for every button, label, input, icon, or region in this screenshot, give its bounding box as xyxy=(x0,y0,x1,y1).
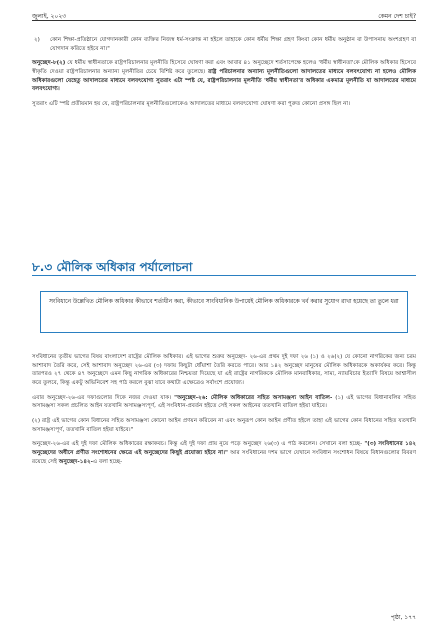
section-divider xyxy=(32,275,416,276)
body-content xyxy=(32,353,416,472)
paragraph-article-26 xyxy=(32,394,416,411)
paragraph-bold-text: "অনুচ্ছেদ-২৬: মৌলিক অধিকারের সহিত অসামঞ্জস্য আইন বাতিল- xyxy=(174,394,333,401)
article-142-ref: অনুচ্ছেদ-১৪২- xyxy=(58,458,93,465)
paragraph-bold-text: "(৩) সংবিধানের ১৪২ অনুচ্ছেদের অধীনে প্রণীত সংশোধনের ক্ষেত্রে এই অনুচ্ছেদের কিছুই প্রযোজ্য হইবে না।" xyxy=(32,441,416,456)
paragraph-clause-2: (২) রাষ্ট্র এই ভাগের কোন বিধানের সহিত অসামঞ্জস্য কোনো আইন প্রণয়ন করিবেন না এবং অনুরূপ কোন আইন প্রণীত হইলে তাহা এই ভাগের কোন বিধানের সহিত যতখানি অসামঞ্জস্যপূর্ণ, ততখানি বাতিল হইয়া যাইবে।" xyxy=(32,417,416,433)
callout-text: সংবিধানে উল্লেখিত মৌলিক অধিকার কীভাবে শর্তাধীন করা, কীভাবে সাংবিধানিক উপায়েই মৌলিক অধিকারকে খর্ব করার সুযোগ রাখা হয়েছে তা তুলে ধরা xyxy=(49,299,399,305)
section-title: ৮.৩ মৌলিক অধিকার পর্যালোচনা xyxy=(32,260,193,274)
paragraph-article-8 xyxy=(32,59,416,94)
paragraph-intro: সংবিধানের তৃতীয় ভাগের বিষয় বাংলাদেশ রাষ্ট্রের মৌলিক অধিকার। এই ভাগের শুরুর অনুচ্ছেদ- ২৬-এর প্রথম দুই দফা ২৬ (১) ও ২৬(২) যে কোনো নাগরিকের জন্য চরম আশাবাদ তৈরি করে, সেই আশাবাদ অনুচ্ছেদ ২৬-এর (৩) দফায় কিছুটা ধোঁয়াশা তৈরি করতে পারে। আর ১৪২ অনুচ্ছেদ মানুষের মৌলিক অধিকারকে অকার্যকর করে। কিন্তু তারপরও ২৭ থেকে ৪৭ অনুচ্ছেদে এমন কিছু নাগরিক অধিকারের নিশ্চয়তা দিয়েছে যা এই রাষ্ট্রের নাগরিককে মৌলিক মানবাধিকার, সাম্য, ন্যায়বিচার ইত্যাদি বিষয়ে আশ্বাসীল করে তুলবে, কিন্তু একটু অভিনিবেশ সহ পাঠ করলে বুঝা যাবে কথাটা এক্ষেত্রেও সর্বাংশে প্রযোজ্য। xyxy=(32,354,416,386)
list-number: ২) xyxy=(34,37,40,43)
header-title: কেমন দেশ চাই? xyxy=(378,13,416,20)
paragraph-conclusion: সুতরাং এটি স্পষ্ট প্রতীয়মান হয় যে, রাষ্ট্রপরিচালনার মূলনীতিগুলোকেও আদালতের মাধ্যমে বলবৎযোগ্য ঘোষণা করা পুরুত কোনো প্রসঙ্গ ছিল না। xyxy=(32,100,351,107)
paragraph-clause-3 xyxy=(32,440,416,466)
article-lead: অনুচ্ছেদ-৮(২) xyxy=(32,60,66,67)
list-item-2 xyxy=(32,36,416,53)
callout-box xyxy=(40,291,408,333)
list-text: কোন শিক্ষা-প্রতিষ্ঠানে যোগদানকারী কোন ব্যক্তির নিজস্ব ধর্ম-সংক্রান্ত না হইলে তাহাকে কোন ধর্মীয় শিক্ষা গ্রহণ কিংবা কোন ধর্মীয় অনুষ্ঠান বা উপাসনায় অংশগ্রহণ বা যোগদান করিতে হইবে না।" xyxy=(50,37,416,52)
paragraph-text: আর সংবিধানের দশম ভাগে যেখানে সংবিধান সংশোধন বিষয়ে বিধানগুলোর বিবরণ রয়েছে সেই xyxy=(32,449,416,465)
header-date: জুলাই, ২০২৩ xyxy=(32,13,67,20)
header-divider xyxy=(32,20,416,21)
paragraph-text: এ বলা হচ্ছে- xyxy=(92,458,123,465)
paragraph-text: অনুচ্ছেদ-২৬-এর এই দুই দফা মৌলিক অধিকারের রক্ষাকবচ। কিন্তু এই দুই দফা প্রায় নুয়ে পড়ে অনুচ্ছেদ ২৬(৩) এ পাঠ করলেন। সেখানে বলা হচ্ছে- xyxy=(32,441,365,448)
paragraph-text: (১) এই ভাগের বিধানাবলির সহিত অসামঞ্জস্য সকল প্রচলিত আইন যতখানি অসামঞ্জস্যপূর্ণ, এই সংবিধান-প্রবর্তন হইতে সেই সকল আইনের ততখানি বাতিল হইয়া যাইবে। xyxy=(32,394,417,410)
paragraph-bold-text: রাষ্ট্র পরিচালনার অন্যান্য মূলনীতিগুলো আদালতের মাধ্যমে বলবৎযোগ্য না হলেও মৌলিক অধিকারগুলো যেহেতু আদালতের মাধ্যমে বলবৎযোগ্য সুতরাং এটা স্পষ্ট যে, রাষ্ট্রপরিচালনার মূলনীতি 'ধর্মীয় স্বাধীনতা'র অধিকার একমাত্র মূলনীতি যা আদালতের মাধ্যমে বলবৎযোগ্য। xyxy=(32,68,416,93)
page-number: পৃষ্ঠা, ১৭৭ xyxy=(390,613,416,621)
paragraph-text: এবার অনুচ্ছেদ-২৬-এর দফাগুলোর দিকে নজর দেওয়া যাক। xyxy=(32,394,175,401)
top-content xyxy=(32,36,416,115)
paragraph-text: যে ধর্মীয় স্বাধীনতাকে রাষ্ট্রপরিচালনার মূলনীতি হিসেবে ঘোষণা করা এবং আবার ৪১ অনুচ্ছেদে শর্তসাপেক্ষে হলেও 'ধর্মীয় স্বাধীনতা'কে মৌলিক অধিকার হিসেবে স্বীকৃতি দেওয়া রাষ্ট্রপরিচালনার অন্যান্য মূলনীতির চেয়ে বিশিষ্ট করে তুলেছে। xyxy=(32,60,416,75)
